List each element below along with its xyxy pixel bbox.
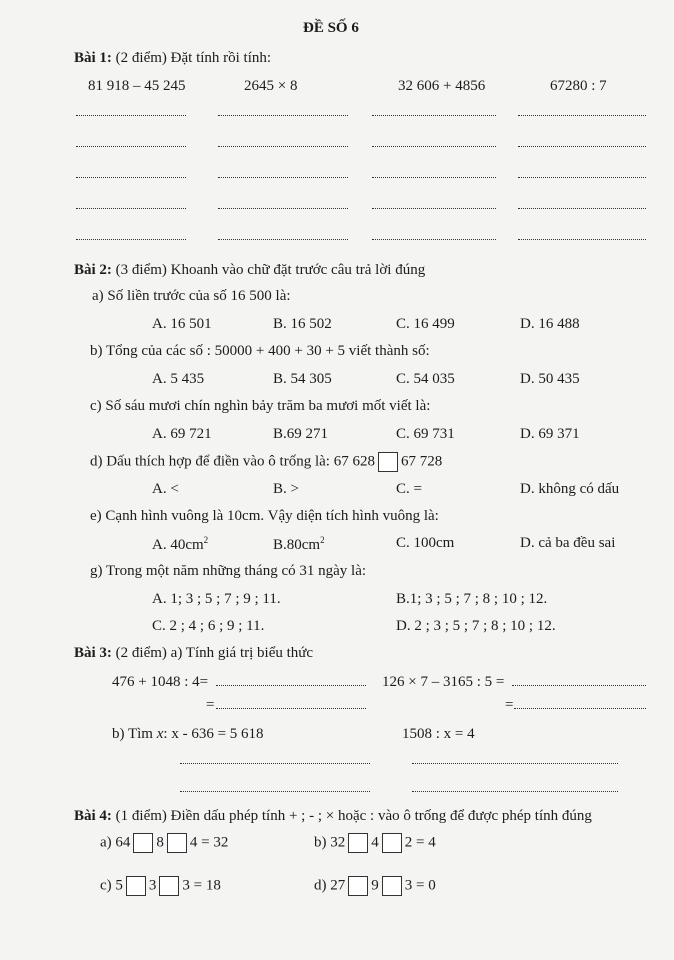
q2d-question-text: d) Dấu thích hợp để điền vào ô trống là: 67 628 xyxy=(90,453,375,470)
answer-line[interactable] xyxy=(216,707,366,709)
q2e-opt-b[interactable] xyxy=(273,535,325,554)
q2d-blank-box[interactable] xyxy=(378,452,398,472)
answer-line[interactable] xyxy=(372,207,496,209)
bai1-expr-2: 2645 × 8 xyxy=(244,78,298,94)
answer-line[interactable] xyxy=(218,114,348,116)
q2a-question: a) Số liền trước của số 16 500 là: xyxy=(92,288,291,304)
bai4-c-label: c) 5 xyxy=(100,877,123,894)
q2e-question: e) Cạnh hình vuông là 10cm. Vậy diện tích hình vuông là: xyxy=(90,508,439,524)
bai4-a-n2: 8 xyxy=(156,834,164,851)
q2e-opt-d[interactable]: D. cả ba đều sai xyxy=(520,535,616,551)
answer-line[interactable] xyxy=(218,176,348,178)
bai2-desc: (3 điểm) Khoanh vào chữ đặt trước câu trả lời đúng xyxy=(115,262,426,278)
q2b-opt-d[interactable]: D. 50 435 xyxy=(520,371,580,387)
answer-line[interactable] xyxy=(372,176,496,178)
q2a-opt-c[interactable]: C. 16 499 xyxy=(396,316,455,332)
bai1-desc: (2 điểm) Đặt tính rồi tính: xyxy=(115,50,272,66)
answer-line[interactable] xyxy=(76,114,186,116)
answer-line[interactable] xyxy=(518,238,646,240)
bai4-desc: (1 điểm) Điền dấu phép tính + ; - ; × hoặc : vào ô trống để được phép tính đúng xyxy=(115,808,592,824)
q2c-opt-c[interactable]: C. 69 731 xyxy=(396,426,455,442)
bai4-b-label: b) 32 xyxy=(314,834,346,851)
bai4-b xyxy=(314,833,436,853)
q2d-question-right: 67 728 xyxy=(400,453,443,470)
bai3-eq-2: = xyxy=(505,697,514,713)
answer-line[interactable] xyxy=(518,176,646,178)
answer-line[interactable] xyxy=(372,238,496,240)
answer-line[interactable] xyxy=(514,707,646,709)
bai3-expr-2: 126 × 7 – 3165 : 5 = xyxy=(382,674,505,690)
bai3-b-eq2: 1508 : x = 4 xyxy=(402,726,475,742)
bai1-label: Bài 1: xyxy=(74,50,112,66)
q2c-question: c) Số sáu mươi chín nghìn bảy trăm ba mươi mốt viết là: xyxy=(90,398,431,414)
answer-line[interactable] xyxy=(372,114,496,116)
bai4-a-label: a) 64 xyxy=(100,834,131,851)
q2d-opt-a[interactable]: A. < xyxy=(152,481,179,497)
q2c-opt-d[interactable]: D. 69 371 xyxy=(520,426,580,442)
bai3-b-label: b) Tìm xyxy=(112,726,153,742)
bai2-heading-line xyxy=(74,262,425,279)
bai4-d-n2: 9 xyxy=(371,877,379,894)
bai3-heading-line xyxy=(74,645,313,662)
q2b-opt-a[interactable]: A. 5 435 xyxy=(152,371,205,387)
answer-line[interactable] xyxy=(412,762,618,764)
blank-box[interactable] xyxy=(159,876,179,896)
answer-line[interactable] xyxy=(372,145,496,147)
bai4-a-rest: 4 = 32 xyxy=(189,834,229,851)
bai4-b-n2: 4 xyxy=(371,834,379,851)
answer-line[interactable] xyxy=(76,145,186,147)
bai4-c-n2: 3 xyxy=(148,877,157,894)
q2g-opt-b[interactable]: B.1; 3 ; 5 ; 7 ; 8 ; 10 ; 12. xyxy=(396,591,548,607)
q2d-opt-c[interactable]: C. = xyxy=(396,481,422,497)
page-title: ĐỀ SỐ 6 xyxy=(303,20,359,36)
bai4-a xyxy=(100,833,228,853)
answer-line[interactable] xyxy=(76,176,186,178)
bai3-eq-1: = xyxy=(206,697,215,713)
blank-box[interactable] xyxy=(382,876,402,896)
answer-line[interactable] xyxy=(512,684,646,686)
bai4-c-rest: 3 = 18 xyxy=(182,877,221,894)
q2g-opt-c[interactable]: C. 2 ; 4 ; 6 ; 9 ; 11. xyxy=(152,618,265,634)
q2d-question xyxy=(90,452,442,472)
bai4-label: Bài 4: xyxy=(74,808,112,824)
answer-line[interactable] xyxy=(76,238,186,240)
q2b-question: b) Tổng của các số : 50000 + 400 + 30 + 5 viết thành số: xyxy=(90,343,430,359)
q2c-opt-b[interactable]: B.69 271 xyxy=(273,426,329,442)
q2d-opt-d[interactable]: D. không có dấu xyxy=(520,481,620,497)
blank-box[interactable] xyxy=(382,833,402,853)
blank-box[interactable] xyxy=(126,876,146,896)
bai3-b-eq1-rest: : x - 636 = 5 618 xyxy=(163,726,264,742)
answer-line[interactable] xyxy=(218,145,348,147)
q2g-question: g) Trong một năm những tháng có 31 ngày là: xyxy=(90,563,367,579)
bai2-label: Bài 2: xyxy=(74,262,112,278)
answer-line[interactable] xyxy=(412,790,618,792)
bai4-d xyxy=(314,876,436,896)
bai3-b-var: x xyxy=(156,726,164,742)
q2b-opt-b[interactable]: B. 54 305 xyxy=(273,371,332,387)
q2c-opt-a[interactable]: A. 69 721 xyxy=(152,426,212,442)
bai4-d-rest: 3 = 0 xyxy=(404,877,436,894)
bai3-b-eq1 xyxy=(112,726,264,743)
bai3-desc: (2 điểm) a) Tính giá trị biểu thức xyxy=(115,645,314,661)
answer-line[interactable] xyxy=(76,207,186,209)
answer-line[interactable] xyxy=(218,207,348,209)
answer-line[interactable] xyxy=(518,145,646,147)
superscript: 2 xyxy=(203,535,209,545)
answer-line[interactable] xyxy=(518,114,646,116)
q2a-opt-b[interactable]: B. 16 502 xyxy=(273,316,332,332)
bai3-expr-1: 476 + 1048 : 4= xyxy=(112,674,209,690)
bai1-expr-1: 81 918 – 45 245 xyxy=(88,78,186,94)
q2e-opt-c[interactable]: C. 100cm xyxy=(396,535,455,551)
blank-box[interactable] xyxy=(348,833,368,853)
bai1-expr-3: 32 606 + 4856 xyxy=(398,78,486,94)
q2a-opt-a[interactable]: A. 16 501 xyxy=(152,316,212,332)
bai4-heading-line xyxy=(74,808,592,825)
bai1-expr-4: 67280 : 7 xyxy=(550,78,607,94)
q2d-opt-b[interactable]: B. > xyxy=(273,481,299,497)
answer-line[interactable] xyxy=(216,684,366,686)
bai4-d-label: d) 27 xyxy=(314,877,346,894)
blank-box[interactable] xyxy=(133,833,153,853)
q2e-opt-b-text: B.80cm xyxy=(273,537,321,553)
superscript: 2 xyxy=(320,535,325,545)
answer-line[interactable] xyxy=(180,762,370,764)
blank-box[interactable] xyxy=(167,833,187,853)
q2a-opt-d[interactable]: D. 16 488 xyxy=(520,316,580,332)
q2e-opt-a-text: A. 40cm xyxy=(152,537,204,553)
q2g-opt-a[interactable]: A. 1; 3 ; 5 ; 7 ; 9 ; 11. xyxy=(152,591,281,607)
bai3-label: Bài 3: xyxy=(74,645,112,661)
q2b-opt-c[interactable]: C. 54 035 xyxy=(396,371,455,387)
answer-line[interactable] xyxy=(218,238,348,240)
q2g-opt-d[interactable]: D. 2 ; 3 ; 5 ; 7 ; 8 ; 10 ; 12. xyxy=(396,618,556,634)
blank-box[interactable] xyxy=(348,876,368,896)
answer-line[interactable] xyxy=(518,207,646,209)
bai4-b-rest: 2 = 4 xyxy=(404,834,436,851)
bai1-heading-line xyxy=(74,50,271,67)
q2e-opt-a[interactable] xyxy=(152,535,208,554)
bai4-c xyxy=(100,876,221,896)
answer-line[interactable] xyxy=(180,790,370,792)
